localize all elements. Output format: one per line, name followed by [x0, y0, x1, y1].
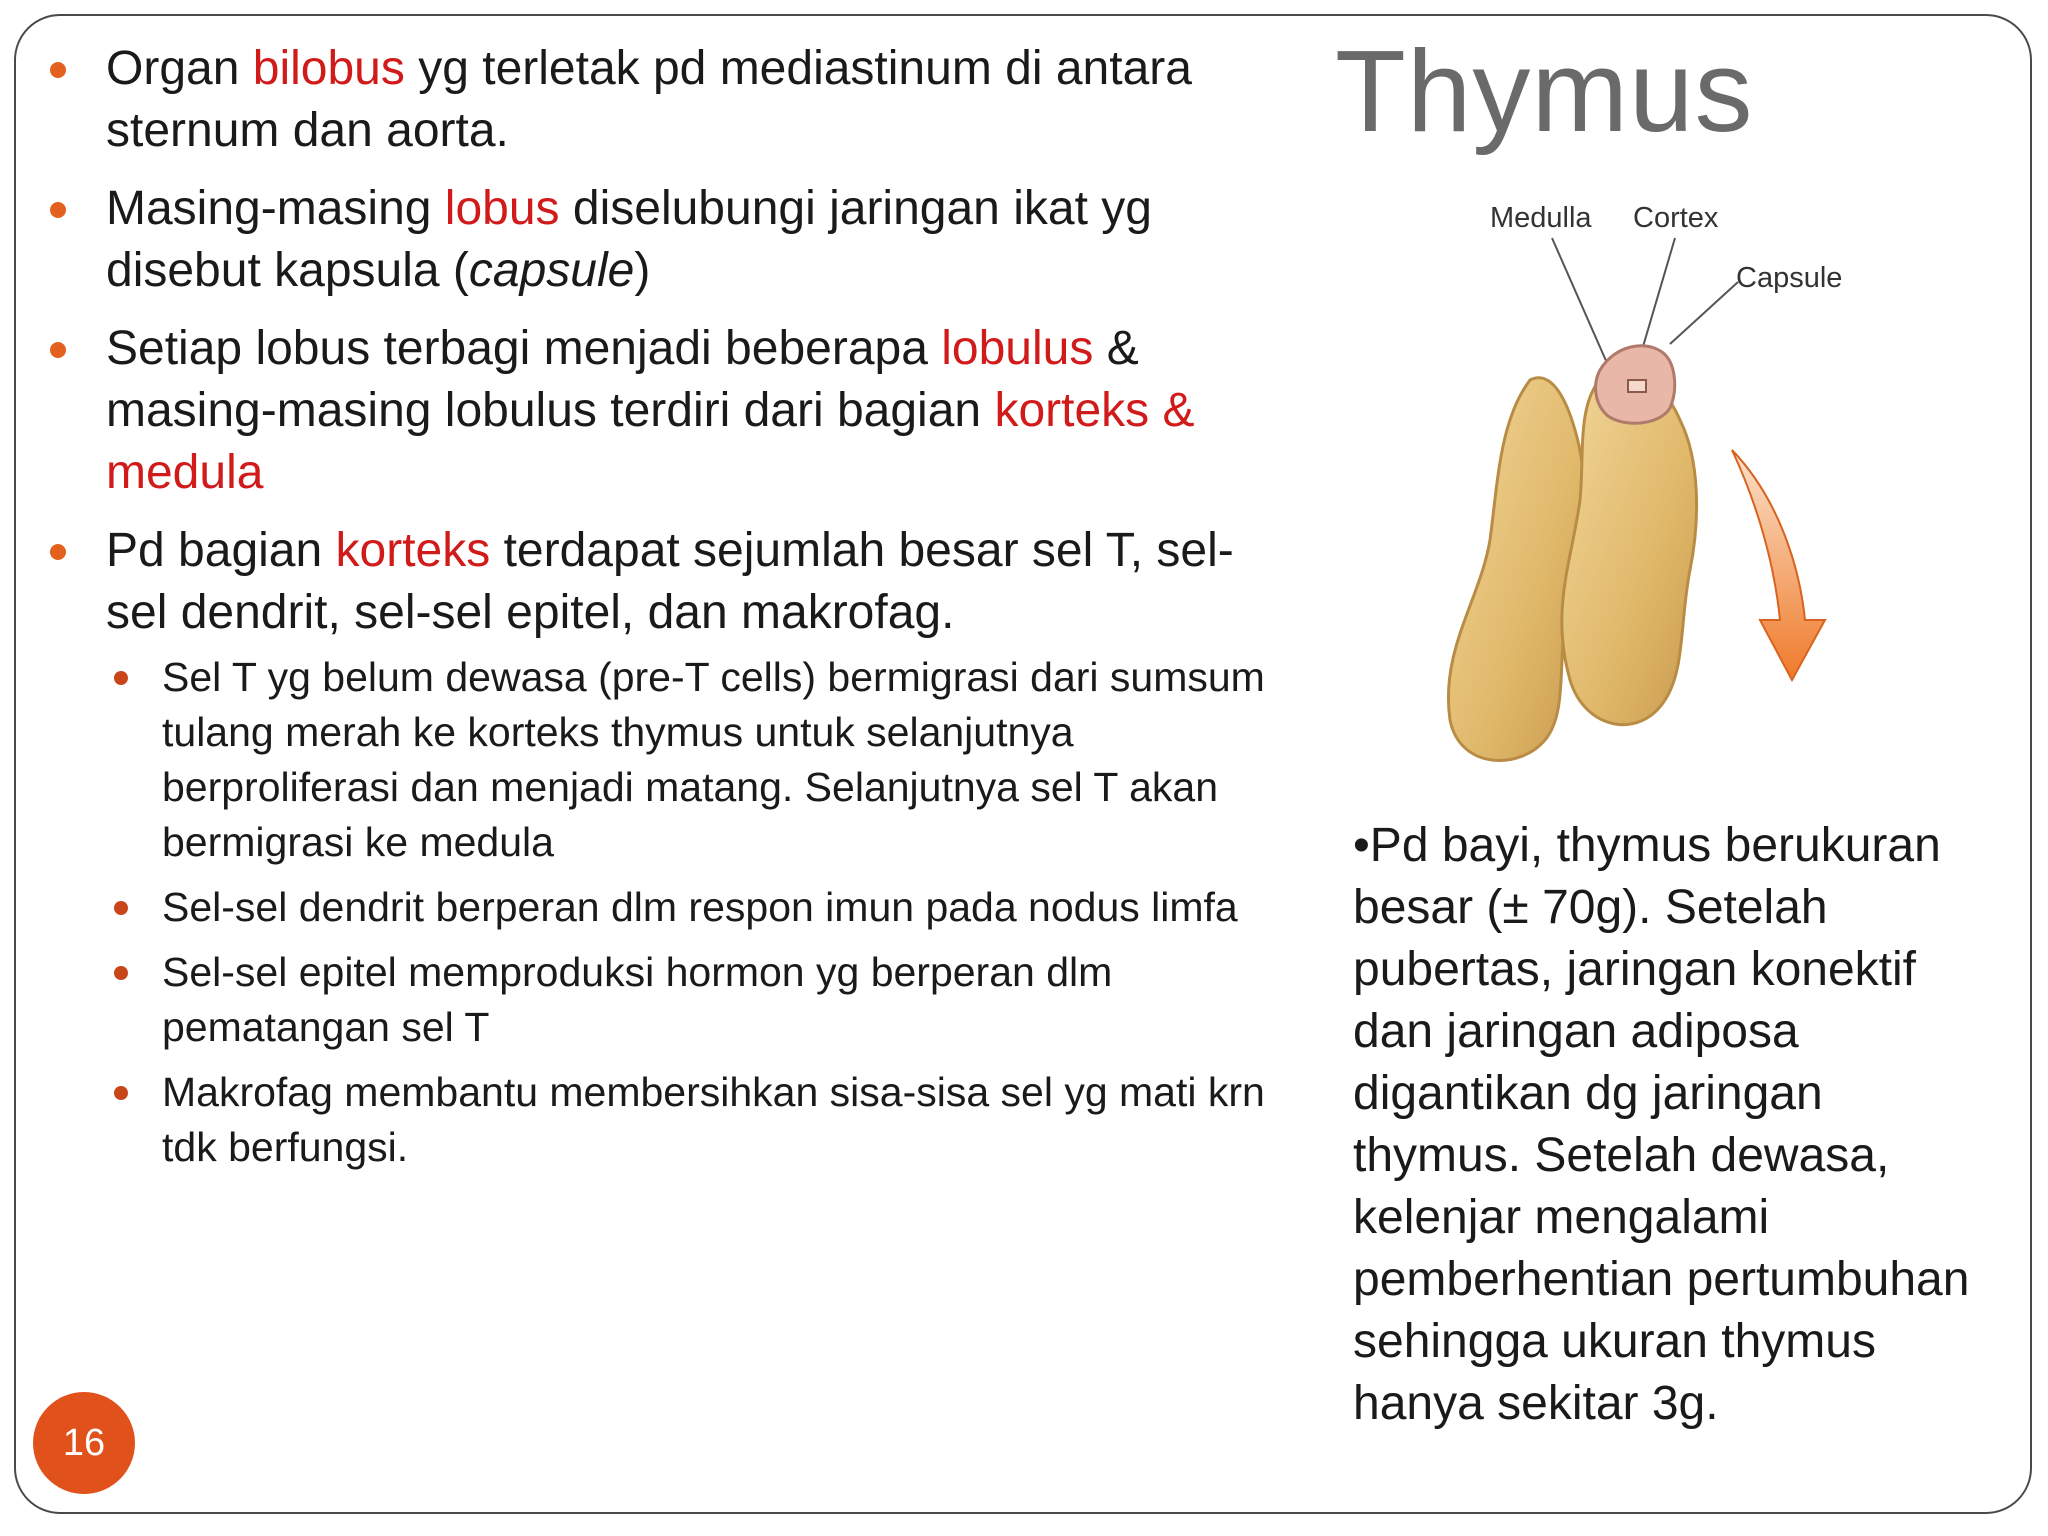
- bullet-item: Organ bilobus yg terletak pd mediastinum di antara sternum dan aorta.: [40, 38, 1280, 162]
- bullet-item: Setiap lobus terbagi menjadi beberapa lobulus & masing-masing lobulus terdiri dari bagian korteks & medula: [40, 318, 1280, 504]
- thymus-cut-detail: [1628, 380, 1646, 392]
- bullet-dot-icon: [50, 62, 66, 78]
- main-bullet-list: [40, 38, 1280, 1191]
- bullet-item: Masing-masing lobus diselubungi jaringan ikat yg disebut kapsula (capsule): [40, 178, 1280, 302]
- cortex-leader-line: [1642, 238, 1675, 350]
- bullet-dot-icon: [50, 342, 66, 358]
- direction-arrow-icon: [1732, 450, 1825, 680]
- capsule-leader-line: [1670, 282, 1738, 344]
- medulla-label: Medulla: [1490, 202, 1592, 234]
- bullet-dot-icon: [50, 544, 66, 560]
- thymus-diagram-icon: [1380, 180, 1960, 780]
- sub-bullet-item: Sel-sel dendrit berperan dlm respon imun pada nodus limfa: [100, 880, 1280, 935]
- bullet-dot-icon: [50, 202, 66, 218]
- sub-bullet-dot-icon: [114, 1086, 128, 1100]
- sub-bullet-dot-icon: [114, 966, 128, 980]
- sub-bullet-dot-icon: [114, 901, 128, 915]
- slide-title: Thymus: [1335, 26, 1754, 156]
- capsule-label: Capsule: [1736, 262, 1843, 294]
- sub-bullet-item: Sel-sel epitel memproduksi hormon yg berperan dlm pematangan sel T: [100, 945, 1280, 1055]
- cortex-label: Cortex: [1633, 202, 1719, 234]
- thymus-illustration: [1380, 180, 1960, 780]
- bullet-item: Pd bagian korteks terdapat sejumlah besar sel T, sel-sel dendrit, sel-sel epitel, dan makrofag. Sel T yg belum dewasa (pre-T cells) bermigrasi dari sumsum tulang merah ke korteks thymus untuk selanjutnya berproliferasi dan menjadi matang. Selanjutnya sel T akan bermigrasi ke medula Sel-sel dendrit berperan dlm respon imun pada nodus limfa Sel-sel epitel memproduksi hormon yg berperan dlm pematangan sel T Makrofag membantu membersihkan sisa-sisa sel yg mati krn tdk berfungsi.: [40, 520, 1280, 1175]
- sub-bullet-item: Makrofag membantu membersihkan sisa-sisa sel yg mati krn tdk berfungsi.: [100, 1065, 1280, 1175]
- side-note: •Pd bayi, thymus berukuran besar (± 70g). Setelah pubertas, jaringan konektif dan jaringan adiposa digantikan dg jaringan thymus. Setelah dewasa, kelenjar mengalami pemberhentian pertumbuhan sehingga ukuran thymus hanya sekitar 3g.: [1353, 819, 1970, 1430]
- sub-bullet-list: [106, 650, 1280, 1175]
- page-number-badge: 16: [33, 1392, 135, 1494]
- thymus-left-lobe: [1448, 378, 1584, 761]
- sub-bullet-item: Sel T yg belum dewasa (pre-T cells) bermigrasi dari sumsum tulang merah ke korteks thymus untuk selanjutnya berproliferasi dan menjadi matang. Selanjutnya sel T akan bermigrasi ke medula: [100, 650, 1280, 870]
- sub-bullet-dot-icon: [114, 671, 128, 685]
